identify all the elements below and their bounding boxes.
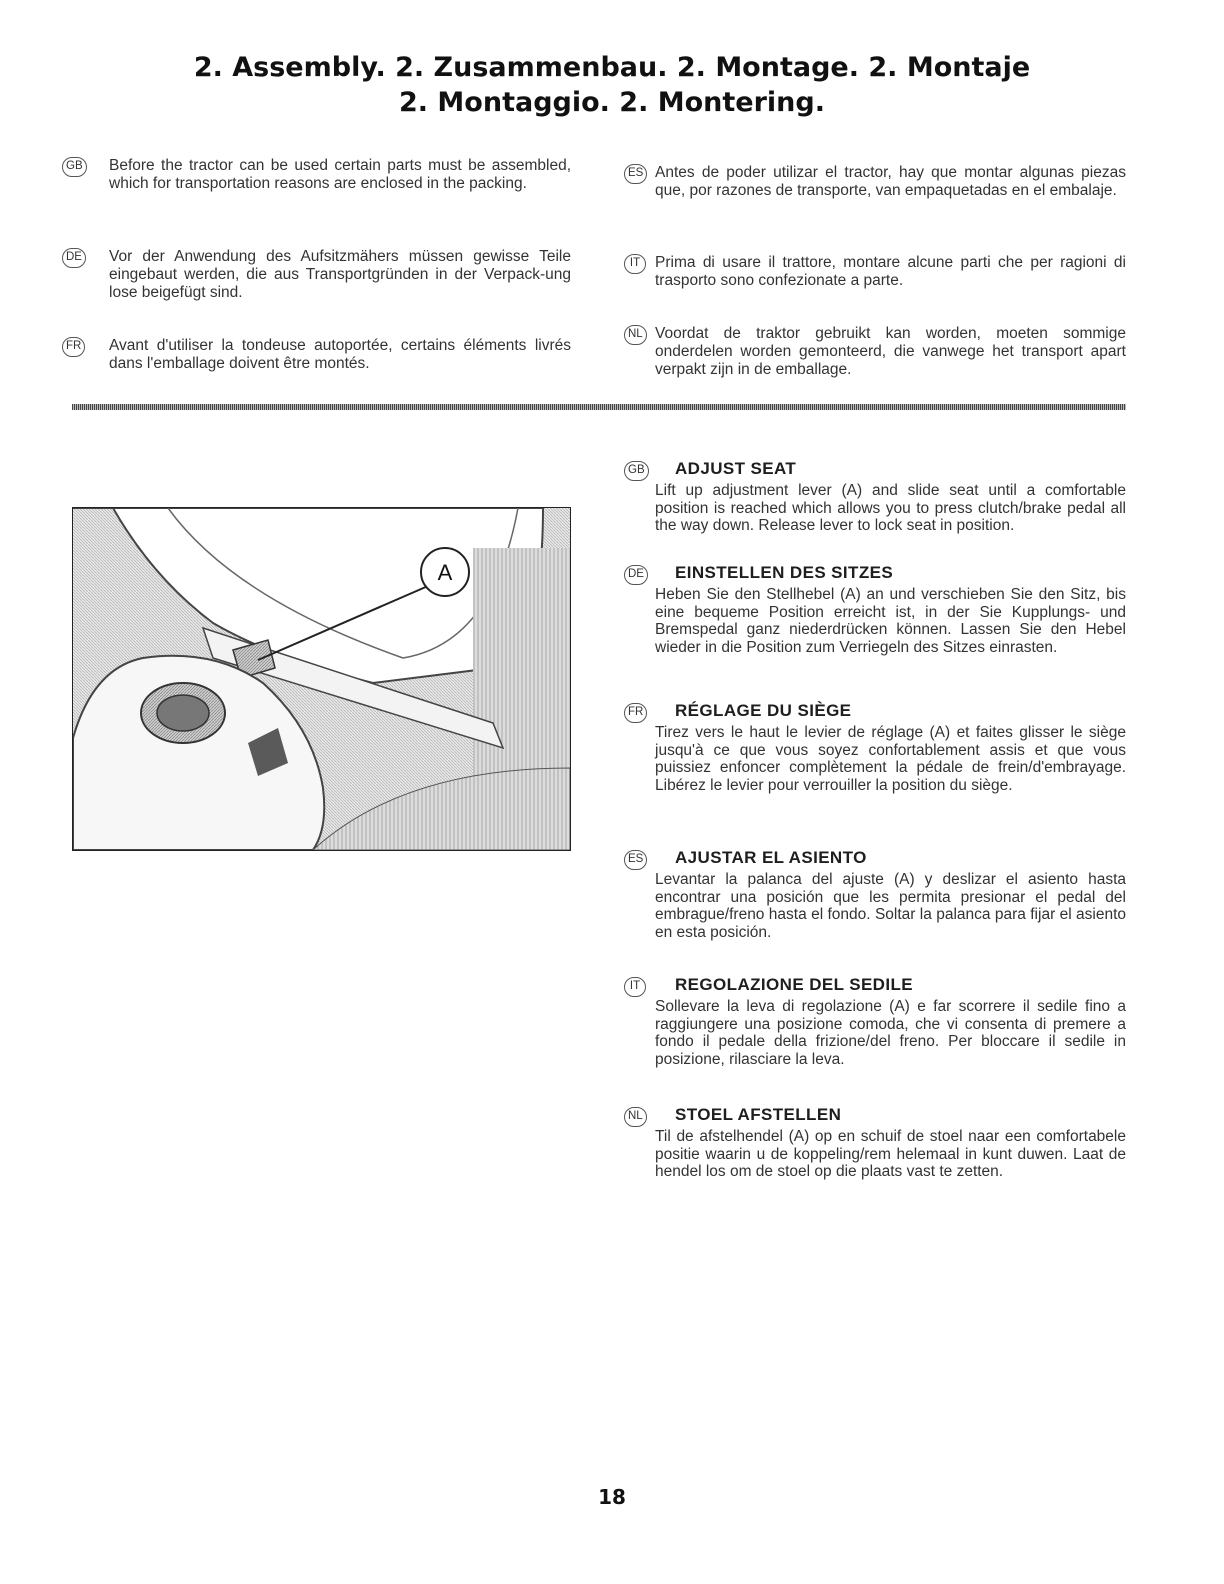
section-fr-body: Tirez vers le haut le levier de réglage (A) et faites glisser le siège jusqu'à ce que vous soyez confortablement assis et que vous puissiez enfoncer complètement la pédale de frein/d'embrayage. Libérez le levier pour verrouiller la position du siège. <box>655 724 1126 794</box>
gb-language-badge: GB <box>624 461 649 481</box>
section-it-heading: REGOLAZIONE DEL SEDILE <box>675 975 914 994</box>
title-line-2: 2. Montaggio. 2. Montering. <box>398 87 825 118</box>
section-es <box>624 847 1126 941</box>
intro-it <box>624 254 1126 290</box>
page-title <box>0 50 1224 120</box>
it-language-badge: IT <box>624 254 646 274</box>
section-gb-body: Lift up adjustment lever (A) and slide seat until a comfortable position is reached which allows you to press clutch/brake pedal all the way down. Release lever to lock seat in position. <box>655 482 1126 535</box>
seat-adjustment-illustration <box>72 507 571 851</box>
es-language-badge: ES <box>624 164 647 184</box>
section-de-heading: EINSTELLEN DES SITZES <box>675 563 894 582</box>
section-de-body: Heben Sie den Stellhebel (A) an und verschieben Sie den Sitz, bis eine bequeme Position erreicht ist, in der Sie Kupplungs- und Bremspedal ganz niederdrücken können. Lassen Sie den Hebel wieder in die Position zum Verriegeln des Sitzes einrasten. <box>655 586 1126 656</box>
intro-nl <box>624 325 1126 379</box>
section-de <box>624 562 1126 656</box>
intro-gb-text: Before the tractor can be used certain parts must be assembled, which for transportation reasons are enclosed in the packing. <box>109 157 571 192</box>
page-number: 18 <box>598 1485 626 1509</box>
section-gb-heading: ADJUST SEAT <box>675 459 797 478</box>
fr-language-badge: FR <box>624 703 647 723</box>
intro-fr <box>62 337 571 373</box>
intro-de <box>62 248 571 302</box>
section-nl-heading: STOEL AFSTELLEN <box>675 1105 842 1124</box>
gb-language-badge: GB <box>62 157 87 177</box>
section-fr <box>624 700 1126 794</box>
cup-holder-inner <box>157 695 209 731</box>
intro-es-text: Antes de poder utilizar el tractor, hay que montar algunas piezas que, por razones de transporte, van empaquetadas en el embalaje. <box>655 164 1126 199</box>
de-language-badge: DE <box>624 565 648 585</box>
section-gb <box>624 458 1126 535</box>
section-it-body: Sollevare la leva di regolazione (A) e far scorrere il sedile fino a raggiungere una posizione comoda, che vi consenta di premere a fondo il pedale della frizione/del freno. Per bloccare il sedile in posizione, rilasciare la leva. <box>655 998 1126 1068</box>
section-fr-heading: RÉGLAGE DU SIÈGE <box>675 701 852 720</box>
intro-es <box>624 164 1126 200</box>
section-nl-body: Til de afstelhendel (A) op en schuif de stoel naar een comfortabele positie waarin u de koppeling/rem helemaal in kunt duwen. Laat de hendel los om de stoel op die plaats vast te zetten. <box>655 1128 1126 1181</box>
section-divider <box>72 404 1126 410</box>
intro-nl-text: Voordat de traktor gebruikt kan worden, moeten sommige onderdelen worden gemonteerd, die vanwege het transport apart verpakt zijn in de emballage. <box>655 325 1126 378</box>
it-language-badge: IT <box>624 977 646 997</box>
nl-language-badge: NL <box>624 1107 647 1127</box>
section-it <box>624 974 1126 1068</box>
fr-language-badge: FR <box>62 337 85 357</box>
nl-language-badge: NL <box>624 325 647 345</box>
intro-gb <box>62 157 571 193</box>
intro-de-text: Vor der Anwendung des Aufsitzmähers müssen gewisse Teile eingebaut werden, die aus Transportgründen in der Verpack-ung lose beigefügt sind. <box>109 248 571 301</box>
title-line-1: 2. Assembly. 2. Zusammenbau. 2. Montage. 2. Montaje <box>193 52 1031 83</box>
section-es-body: Levantar la palanca del ajuste (A) y deslizar el asiento hasta encontrar una posición que les permita presionar el pedal del embrague/freno hasta el fondo. Soltar la palanca para fijar el asiento en esta posición. <box>655 871 1126 941</box>
section-es-heading: AJUSTAR EL ASIENTO <box>675 848 867 867</box>
section-nl <box>624 1104 1126 1181</box>
callout-label: A <box>437 560 453 585</box>
de-language-badge: DE <box>62 248 86 268</box>
intro-it-text: Prima di usare il trattore, montare alcune parti che per ragioni di trasporto sono confezionate a parte. <box>655 254 1126 289</box>
seat-illustration-svg <box>73 508 570 850</box>
intro-fr-text: Avant d'utiliser la tondeuse autoportée, certains éléments livrés dans l'emballage doivent être montés. <box>109 337 571 372</box>
es-language-badge: ES <box>624 850 647 870</box>
